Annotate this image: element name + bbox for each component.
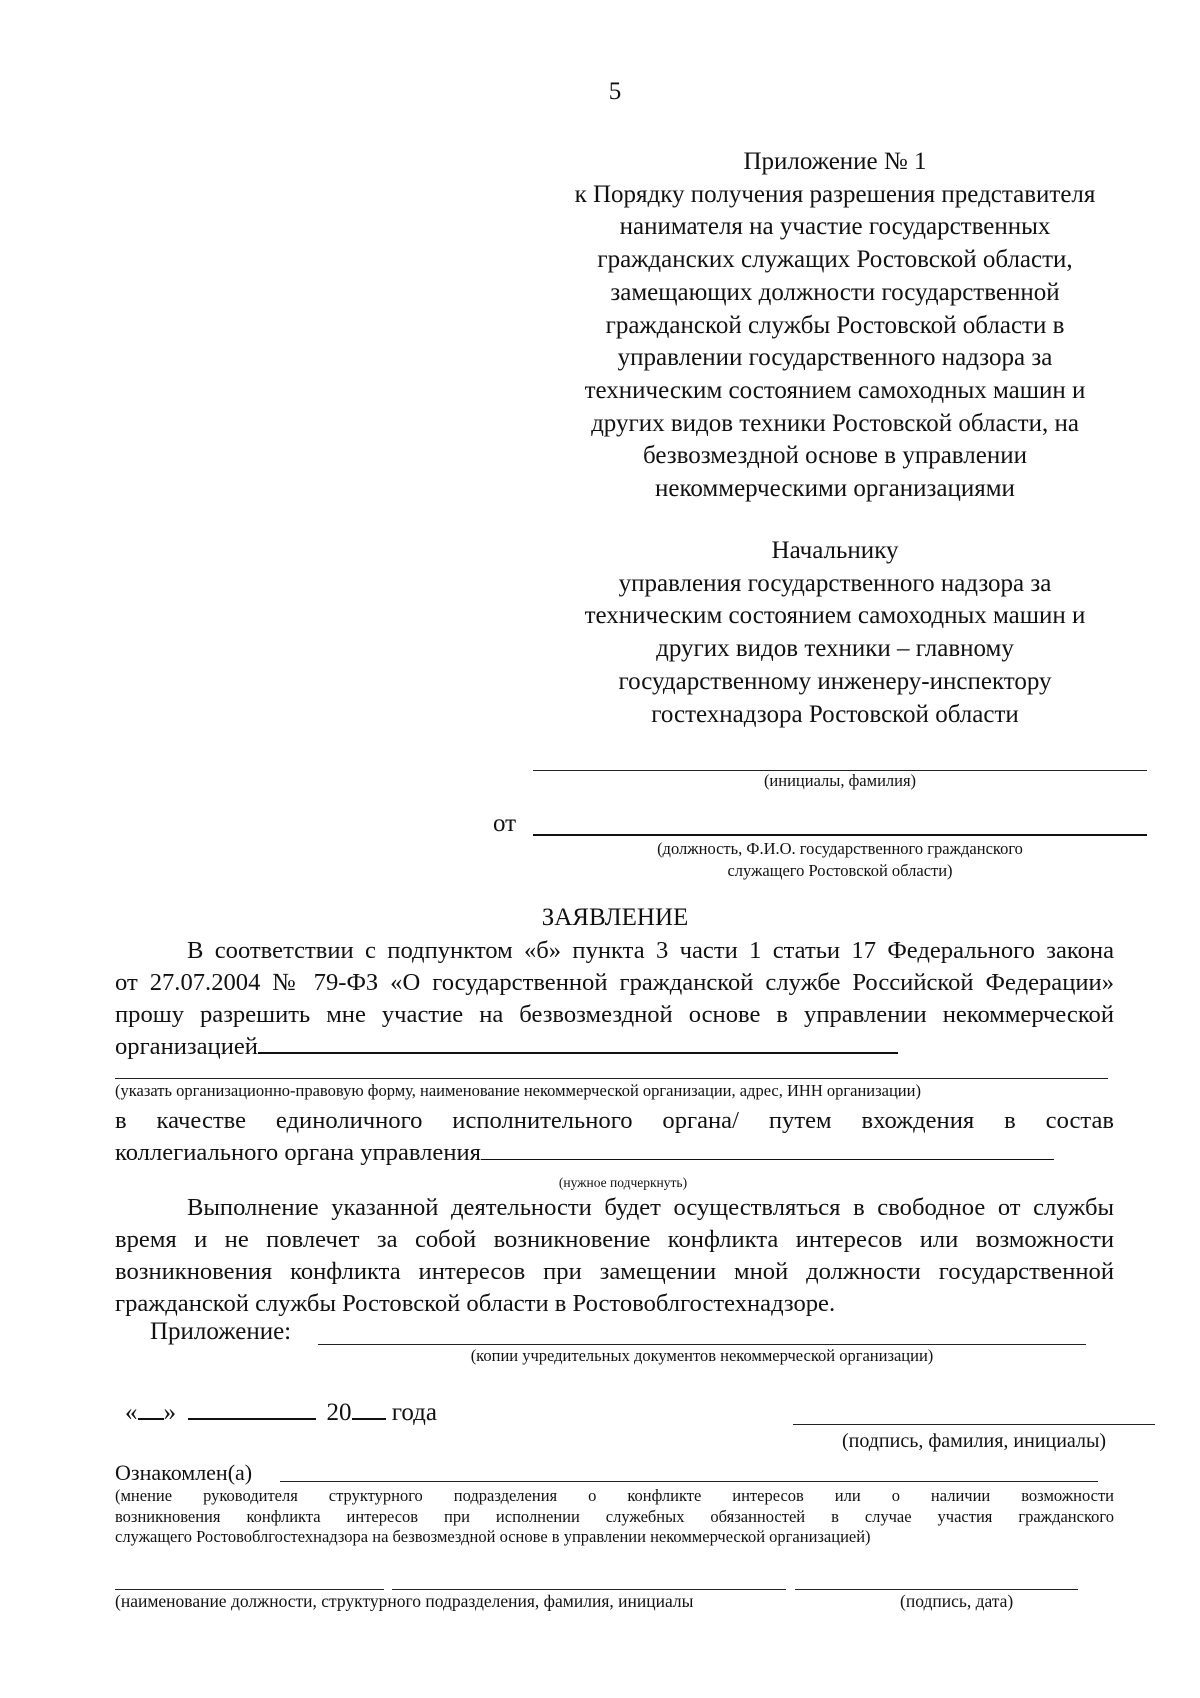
appendix-line: к Порядку получения разрешения представителя: [574, 180, 1096, 208]
acknowledged-blank-line[interactable]: [280, 1481, 1098, 1482]
year-blank[interactable]: [352, 1397, 386, 1420]
acknowledged-note: [115, 1486, 1114, 1548]
name-blank-line[interactable]: [392, 1589, 786, 1590]
appendix-header: [548, 146, 1122, 506]
note-line: (мнение руководителя структурного подразделения о конфликте интересов или о наличии возможности: [115, 1486, 1114, 1505]
initials-caption: (инициалы, фамилия): [763, 771, 917, 790]
organization-blank[interactable]: [258, 1031, 898, 1054]
paragraph-line: в качестве единоличного исполнительного органа/ путем вхождения в состав: [115, 1107, 1114, 1134]
appendix-line: безвозмездной основе в управлении: [642, 442, 1027, 470]
attachment-caption: (копии учредительных документов некоммерческой организации): [470, 1346, 934, 1365]
from-blank-line[interactable]: [533, 834, 1147, 836]
paragraph-line: гражданской службы Ростовской области в Ростовоблгостехнадзоре.: [115, 1290, 836, 1317]
appendix-line: техническим состоянием самоходных машин и: [584, 376, 1086, 404]
addressee-block: [548, 535, 1122, 731]
acknowledged-label: Ознакомлен(а): [115, 1460, 253, 1485]
from-caption-line1: (должность, Ф.И.О. государственного гражданского: [657, 839, 1023, 858]
signature-blank-line[interactable]: [793, 1424, 1155, 1425]
organization-details-line[interactable]: [115, 1078, 1108, 1079]
appendix-line: некоммерческими организациями: [655, 475, 1015, 503]
appendix-line: гражданских служащих Ростовской области,: [597, 246, 1073, 274]
appendix-line: нанимателя на участие государственных: [619, 213, 1051, 241]
organization-label: организацией: [115, 1033, 258, 1060]
underline-caption: (нужное подчеркнуть): [558, 1175, 688, 1190]
addressee-line: других видов техники – главному: [656, 635, 1014, 663]
statement-paragraph-1: [115, 935, 1114, 1063]
statement-paragraph-2: [115, 1105, 1114, 1169]
sign-date-blank-line[interactable]: [795, 1589, 1078, 1590]
paragraph-line: В соответствии с подпунктом «б» пункта 3 части 1 статьи 17 Федерального закона: [187, 937, 1114, 964]
month-blank[interactable]: [188, 1397, 316, 1420]
appendix-line: замещающих должности государственной: [610, 278, 1060, 306]
collegial-body-row: [115, 1137, 1114, 1169]
from-caption-line2: служащего Ростовской области): [727, 861, 953, 880]
paragraph-line: время и не повлечет за собой возникновение конфликта интересов или возможности: [115, 1226, 1114, 1253]
addressee-line: Начальнику: [771, 537, 899, 564]
appendix-line: гражданской службы Ростовской области в: [605, 311, 1065, 339]
collegial-body-blank[interactable]: [481, 1138, 1054, 1160]
addressee-line: техническим состоянием самоходных машин и: [584, 602, 1086, 630]
paragraph-line: от 27.07.2004 № 79-ФЗ «О государственной гражданской службе Российской Федерации»: [115, 969, 1114, 996]
year-prefix: 20: [326, 1399, 352, 1426]
date-row: [125, 1397, 437, 1427]
addressee-line: гостехнадзора Ростовской области: [651, 700, 1019, 728]
paragraph-line: Выполнение указанной деятельности будет осуществляться в свободное от службы: [187, 1194, 1114, 1221]
date-open-quote: «: [125, 1399, 138, 1426]
addressee-line: государственному инженеру-инспектору: [618, 667, 1052, 695]
day-blank[interactable]: [138, 1397, 164, 1420]
year-suffix: года: [391, 1399, 437, 1426]
paragraph-line: возникновения конфликта интересов при замещении мной должности государственной: [115, 1258, 1114, 1285]
note-line: возникновения конфликта интересов при исполнении служебных обязанностей в случае участия гражданского: [115, 1506, 1114, 1526]
statement-title: ЗАЯВЛЕНИЕ: [541, 904, 689, 931]
paragraph-line: прошу разрешить мне участие на безвозмездной основе в управлении некоммерческой: [115, 1001, 1114, 1028]
page-number: 5: [608, 78, 622, 105]
date-close-quote: »: [163, 1399, 176, 1426]
attachment-label: Приложение:: [150, 1318, 292, 1345]
position-caption: (наименование должности, структурного подразделения, фамилия, инициалы: [115, 1591, 694, 1611]
position-blank-line[interactable]: [115, 1589, 384, 1590]
statement-paragraph-3: [115, 1192, 1114, 1320]
organization-row: [115, 1031, 1114, 1063]
note-line: служащего Ростовоблгостехнадзора на безвозмездной основе в управлении некоммерческой организацией): [115, 1527, 871, 1547]
sign-date-caption: (подпись, дата): [900, 1591, 1014, 1611]
appendix-line: управлении государственного надзора за: [617, 344, 1053, 372]
addressee-line: управления государственного надзора за: [618, 569, 1052, 597]
appendix-line: Приложение № 1: [743, 148, 927, 175]
collegial-body-label: коллегиального органа управления: [115, 1139, 481, 1166]
organization-caption: (указать организационно-правовую форму, наименование некоммерческой организации, адрес, ИНН организации): [115, 1081, 921, 1100]
signature-caption: (подпись, фамилия, инициалы): [841, 1430, 1107, 1452]
from-label: от: [493, 810, 517, 837]
appendix-line: других видов техники Ростовской области, на: [591, 409, 1079, 437]
